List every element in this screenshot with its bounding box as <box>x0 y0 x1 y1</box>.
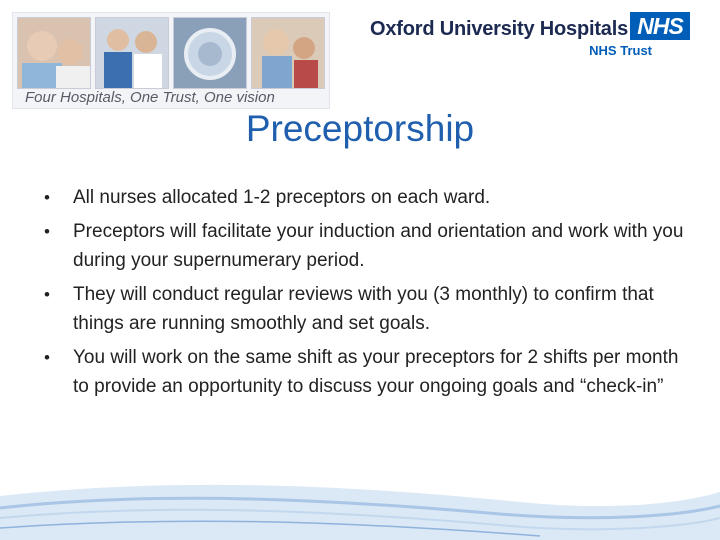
bullet-item <box>44 217 694 276</box>
bullet-marker: • <box>44 284 50 304</box>
bullet-text: All nurses allocated 1-2 preceptors on each ward. <box>73 187 491 208</box>
bullet-item <box>44 183 694 213</box>
nhs-logo-mark: NHS <box>630 12 690 40</box>
footer-swoosh <box>0 456 720 540</box>
bullet-marker: • <box>44 188 50 207</box>
photo-lab-dish <box>173 17 247 89</box>
photo-child-patient <box>251 17 325 89</box>
trust-label: NHS Trust <box>589 43 652 58</box>
bullet-text: They will conduct regular reviews with you (3 monthly) to confirm that things are running smoothly and set goals. <box>73 283 654 334</box>
bullet-marker: • <box>44 347 50 367</box>
tagline: Four Hospitals, One Trust, One vision <box>25 89 275 106</box>
bullet-text: You will work on the same shift as your preceptors for 2 shifts per month to provide an opportunity to discuss your ongoing goals and “check-in” <box>73 346 679 397</box>
org-name: Oxford University Hospitals <box>370 18 628 40</box>
trust-logo <box>366 10 692 56</box>
bullet-list <box>44 183 694 406</box>
photo-nurse-patient <box>17 17 91 89</box>
slide-title: Preceptorship <box>245 108 475 149</box>
bullet-marker: • <box>44 221 50 241</box>
header-banner <box>12 12 330 109</box>
bullet-text: Preceptors will facilitate your induction and orientation and work with you during your supernumerary period. <box>73 220 684 271</box>
photo-nurses <box>95 17 169 89</box>
bullet-item <box>44 343 694 402</box>
bullet-item <box>44 280 694 339</box>
